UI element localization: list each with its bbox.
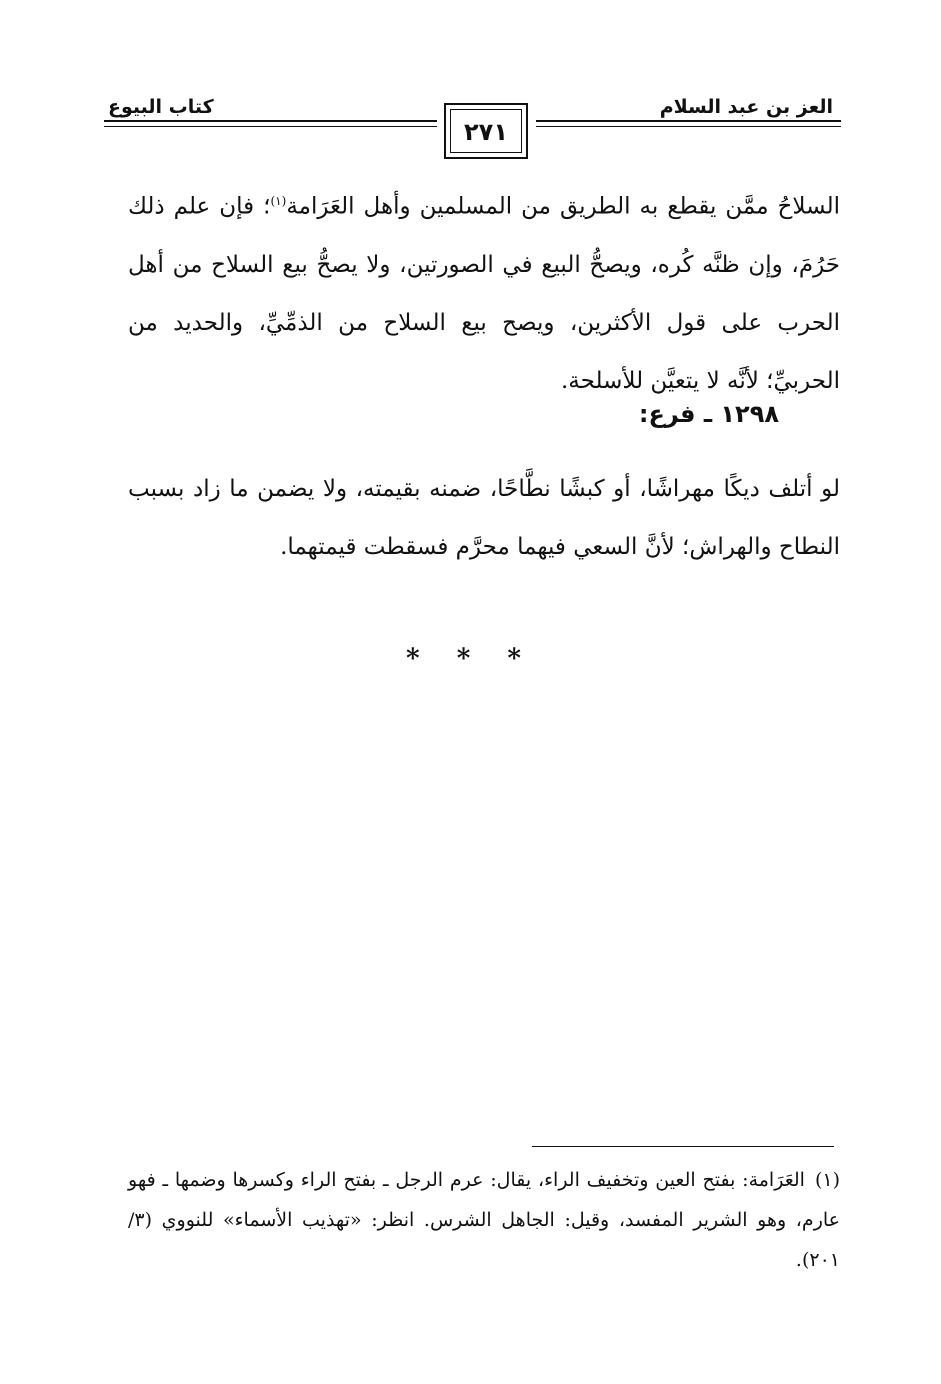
footnote-marker: (١): [814, 1169, 840, 1191]
section-separator: * * *: [406, 644, 535, 674]
section-heading: ١٢٩٨ ـ فرع:: [638, 400, 779, 428]
paragraph-2: لو أتلف ديكًا مهراشًا، أو كبشًا نطَّاحًا، ضمنه بقيمته، ولا يضمن ما زاد بسبب النطاح والهراش؛ لأنَّ السعي فيهما محرَّم فسقطت قيمتهما.: [128, 476, 840, 560]
author-header: العز بن عبد السلام: [659, 96, 833, 118]
header-rule-right-bottom: [536, 126, 841, 127]
header-rule-left-bottom: [104, 126, 437, 127]
footnote-text: العَرَامة: بفتح العين وتخفيف الراء، يقال: عرم الرجل ـ بفتح الراء وكسرها وضمها ـ فهو عارم، وهو الشرير المفسد، وقيل: الجاهل الشرس. انظر: «تهذيب الأسماء» للنووي (٣/ ٢٠١).: [128, 1169, 840, 1271]
footnote-reference: (١): [270, 194, 287, 208]
footnote: [128, 1160, 840, 1280]
paragraph-1-start: السلاحُ ممَّن يقطع به الطريق من المسلمين وأهل العَرَامة: [286, 193, 840, 220]
header-rule-left-top: [104, 120, 437, 122]
page-number: ٢٧١: [464, 118, 508, 146]
page-header: [0, 0, 941, 160]
header-rule-right-top: [536, 120, 841, 122]
page-number-frame: [444, 103, 528, 159]
paragraph-1: [128, 172, 840, 410]
footnote-divider: [532, 1146, 834, 1147]
book-section-header: كتاب البيوع: [108, 96, 214, 118]
paragraph-1-rest: ؛ فإن علم ذلك حَرُمَ، وإن ظنَّه كُره، ويصحُّ البيع في الصورتين، ولا يصحُّ بيع السلاح من أهل الحرب على قول الأكثرين، ويصح بيع السلاح من الذمِّيِّ، والحديد من الحربيِّ؛ لأنَّه لا يتعيَّن للأسلحة.: [128, 193, 840, 394]
